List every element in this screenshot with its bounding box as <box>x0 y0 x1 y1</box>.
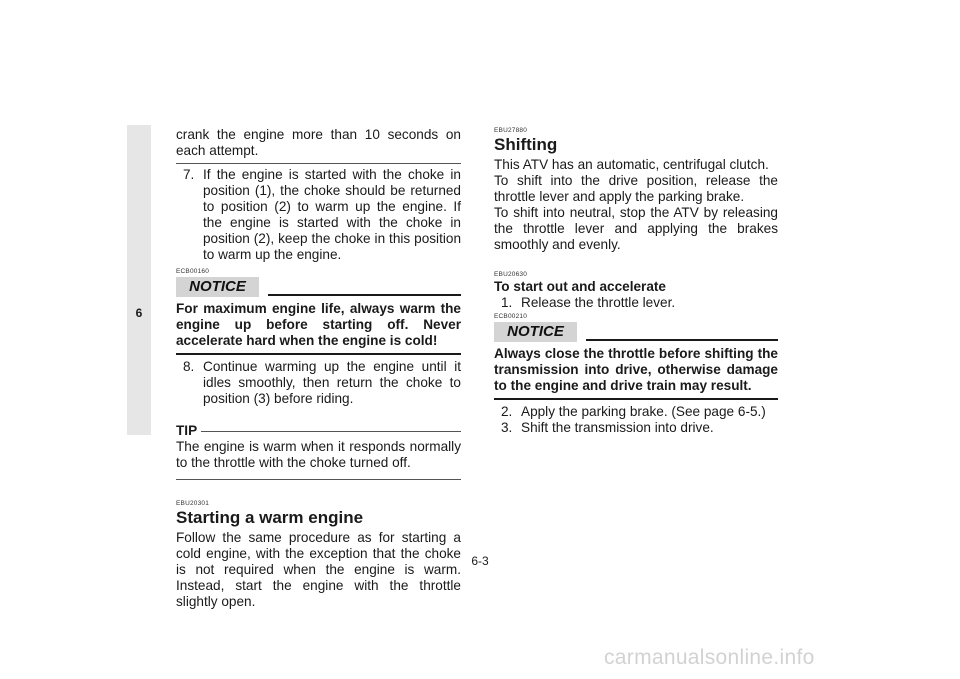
step-text: Release the throttle lever. <box>521 295 676 310</box>
section-title: Starting a warm engine <box>176 508 364 527</box>
step-1 <box>494 295 778 311</box>
subsection-title: To start out and accelerate <box>494 279 666 294</box>
notice-badge: NOTICE <box>176 277 259 297</box>
section-code: EBU20301 <box>176 500 210 507</box>
step-3 <box>494 420 778 436</box>
right-column <box>494 127 778 436</box>
shift-paragraph-3: To shift into neutral, stop the ATV by releasing the throttle lever and applying the brakes smoothly and evenly. <box>494 205 778 252</box>
notice-header <box>494 320 778 342</box>
notice-rule <box>586 339 778 341</box>
left-column <box>176 127 461 610</box>
section-code: EBU27880 <box>494 127 528 134</box>
watermark[interactable]: carmanualsonline.info <box>604 646 815 669</box>
step-text: Continue warming up the engine until it idles smoothly, then return the choke to position (3) before riding. <box>203 359 461 406</box>
step-8 <box>176 359 461 407</box>
tip-bottom-rule <box>176 479 461 480</box>
step-2 <box>494 404 778 420</box>
shift-paragraph-1: This ATV has an automatic, centrifugal clutch. <box>494 157 769 172</box>
tip-label: TIP <box>176 423 198 438</box>
notice-rule <box>268 294 461 296</box>
tip-header <box>176 423 461 439</box>
notice-code: ECB00160 <box>176 268 210 275</box>
subsection-code: EBU20630 <box>494 271 528 278</box>
step-number: 8. <box>183 359 195 374</box>
page-number: 6-3 <box>471 554 489 568</box>
step-number: 3. <box>501 420 513 435</box>
shift-paragraph-2: To shift into the drive position, release the throttle lever and apply the parking brake. <box>494 173 778 204</box>
notice-text: Always close the throttle before shifting the transmission into drive, otherwise damage to the engine and drive train may result. <box>494 346 778 393</box>
notice-code: ECB00210 <box>494 313 528 320</box>
intro-paragraph: crank the engine more than 10 seconds on each attempt. <box>176 127 461 158</box>
notice-bottom-rule <box>494 398 778 400</box>
tip-rule <box>201 431 461 432</box>
step-number: 7. <box>183 167 195 182</box>
chapter-number: 6 <box>135 306 143 320</box>
notice-badge: NOTICE <box>494 322 577 342</box>
chapter-tab <box>127 125 151 435</box>
step-text: Apply the parking brake. (See page 6-5.) <box>521 404 766 419</box>
divider <box>176 163 461 164</box>
step-text: Shift the transmission into drive. <box>521 420 714 435</box>
step-number: 2. <box>501 404 513 419</box>
section-title: Shifting <box>494 135 558 154</box>
step-number: 1. <box>501 295 513 310</box>
step-7 <box>176 167 461 263</box>
notice-bottom-rule <box>176 353 461 355</box>
tip-text: The engine is warm when it responds normally to the throttle with the choke turned off. <box>176 439 461 470</box>
notice-text: For maximum engine life, always warm the engine up before starting off. Never accelerate hard when the engine is cold! <box>176 301 461 348</box>
step-text: If the engine is started with the choke in position (1), the choke should be returned to position (2) to warm up the engine. If the engine is started with the choke in position (2), keep the choke in this position to warm up the engine. <box>203 167 461 262</box>
section-paragraph: Follow the same procedure as for starting a cold engine, with the exception that the choke is not required when the engine is warm. Instead, start the engine with the throttle slightly open. <box>176 530 461 609</box>
notice-header <box>176 275 461 297</box>
